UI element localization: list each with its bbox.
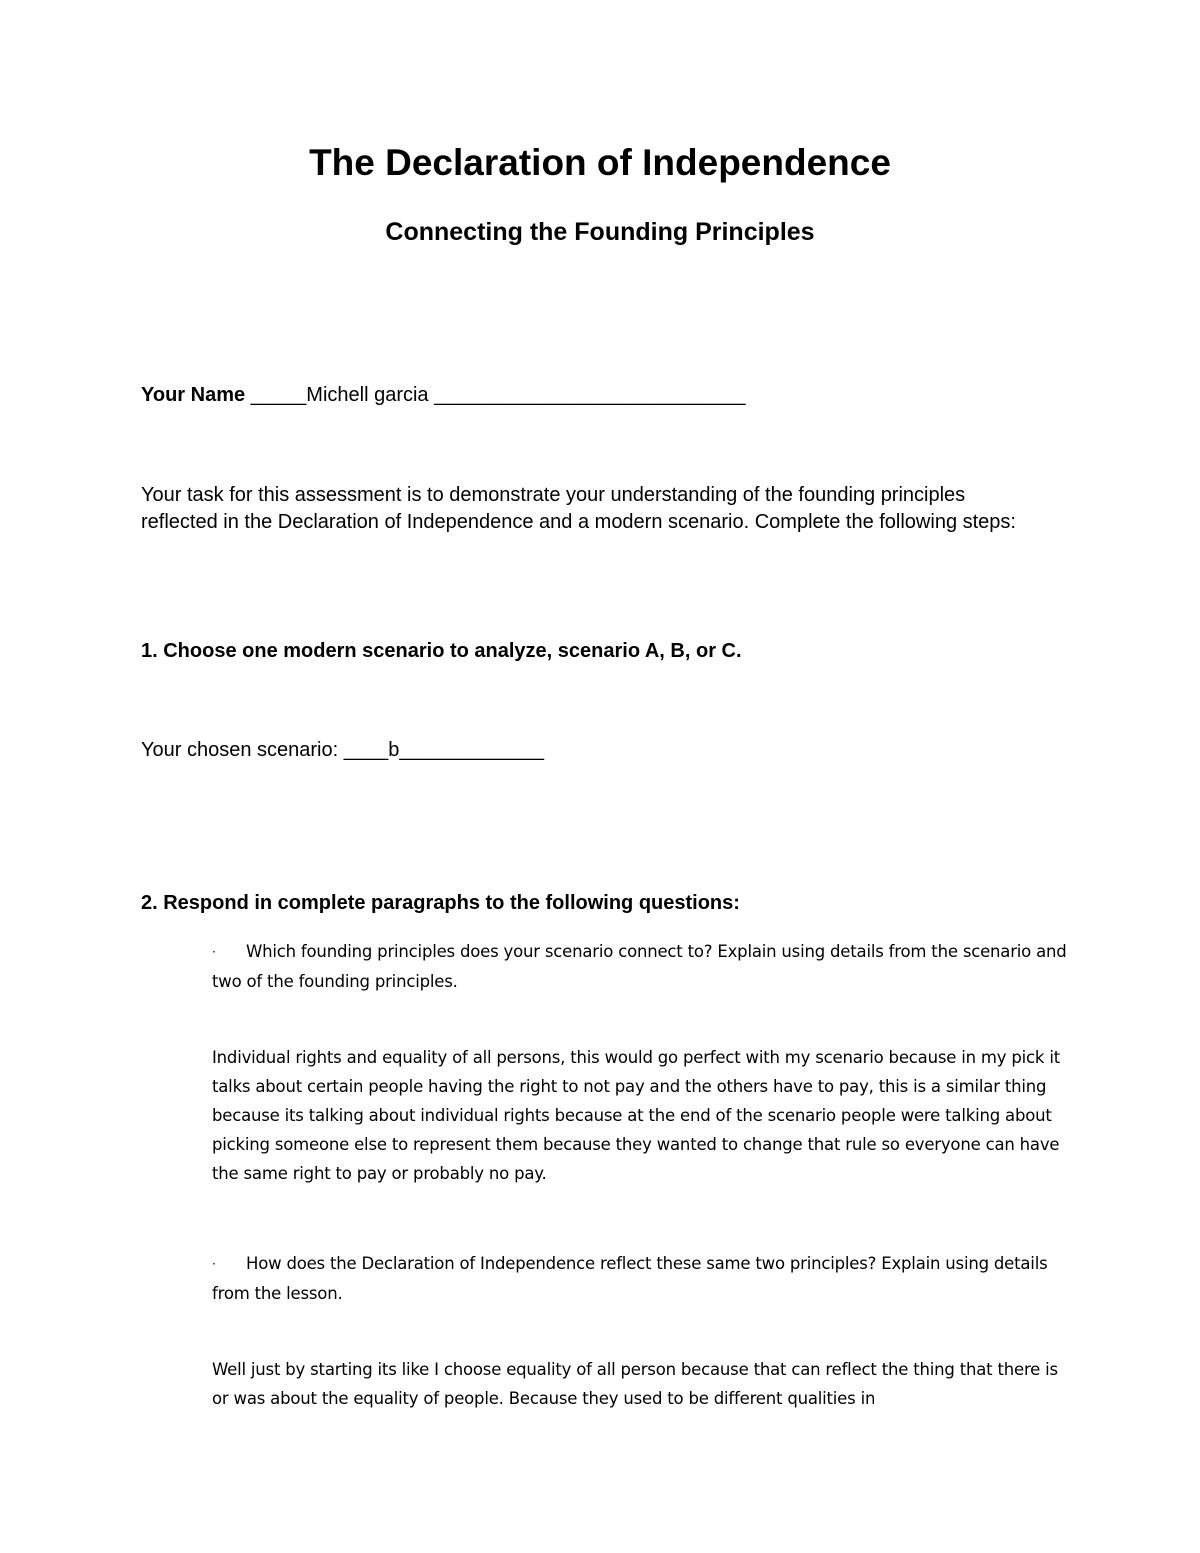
bullet-icon: ·	[212, 1257, 216, 1271]
question-1	[212, 937, 1072, 996]
question-2	[212, 1249, 1072, 1308]
bullet-icon: ·	[212, 945, 216, 959]
document-title: The Declaration of Independence	[309, 142, 891, 183]
question-1-text: Which founding principles does your scenario connect to? Explain using details from the scenario and two of the founding principles.	[212, 942, 1067, 991]
name-field	[141, 382, 746, 409]
step-1-heading: 1. Choose one modern scenario to analyze, scenario A, B, or C.	[141, 640, 742, 662]
answer-2: Well just by starting its like I choose equality of all person because that can reflect the thing that there is or was about the equality of people. Because they used to be different qualities in	[212, 1360, 1058, 1408]
step-2-heading: 2. Respond in complete paragraphs to the following questions:	[141, 892, 740, 914]
task-instructions: Your task for this assessment is to demonstrate your understanding of the founding principles reflected in the Declaration of Independence and a modern scenario. Complete the following steps:	[141, 484, 1016, 533]
question-2-text: How does the Declaration of Independence reflect these same two principles? Explain using details from the lesson.	[212, 1254, 1048, 1303]
name-value: _____Michell garcia ____________________________	[245, 384, 746, 406]
name-label: Your Name	[141, 384, 246, 406]
document-subtitle: Connecting the Founding Principles	[385, 218, 815, 246]
chosen-scenario: Your chosen scenario: ____b_____________	[141, 739, 544, 761]
answer-1: Individual rights and equality of all persons, this would go perfect with my scenario because in my pick it talks about certain people having the right to not pay and the others have to pay, this is a similar thing because its talking about individual rights because at the end of the scenario people were talking about picking someone else to represent them because they wanted to change that rule so everyone can have the same right to pay or probably no pay.	[212, 1048, 1060, 1183]
